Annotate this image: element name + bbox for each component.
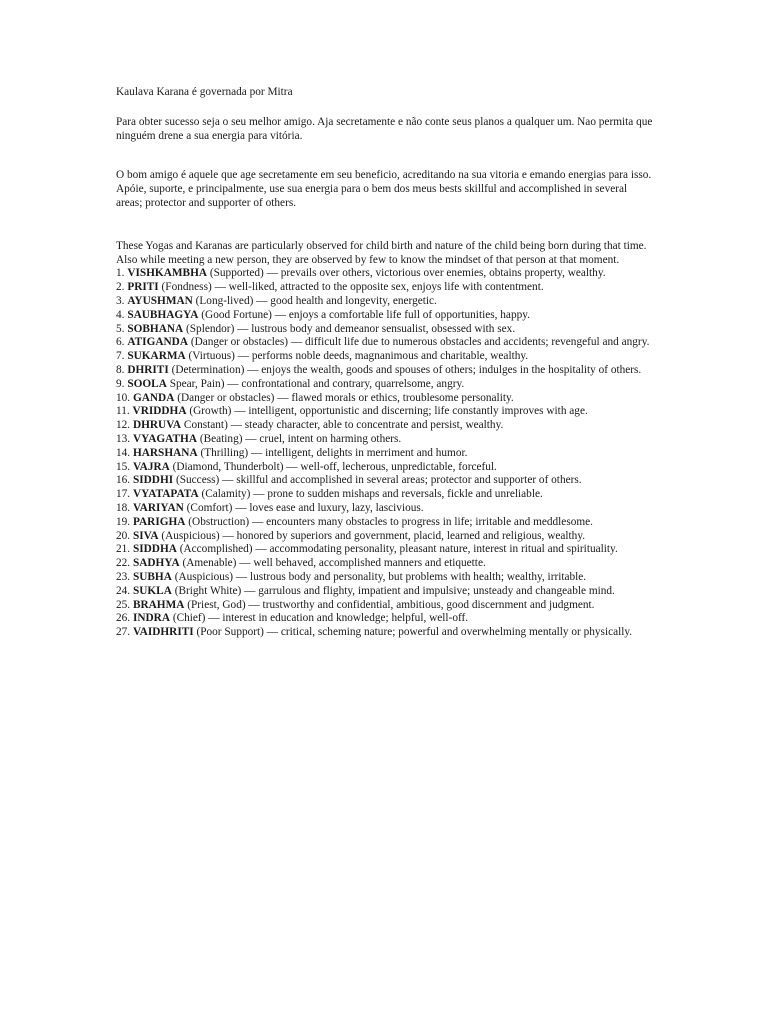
yoga-description: (Success) — skillful and accomplished in several areas; protector and supporter of others.: [175, 474, 582, 487]
yoga-description: Constant) — steady character, able to concentrate and persist, wealthy.: [183, 419, 504, 432]
yoga-name: SIDDHA: [132, 543, 177, 556]
yoga-description: (Splendor) — lustrous body and demeanor sensualist, obsessed with sex.: [186, 322, 516, 335]
yoga-name: ATIGANDA: [127, 336, 188, 349]
yoga-number: 6.: [116, 336, 125, 349]
yoga-item: [116, 571, 656, 585]
yoga-description: (Accomplished) — accommodating personality, pleasant nature, interest in ritual and spirituality.: [179, 543, 618, 556]
yoga-number: 7.: [116, 350, 125, 363]
yoga-item: [116, 516, 656, 530]
yoga-description: (Danger or obstacles) — flawed morals or ethics, troublesome personality.: [177, 391, 514, 404]
yoga-name: VISHKAMBHA: [127, 267, 208, 280]
yoga-name: SAUBHAGYA: [127, 308, 199, 321]
yoga-name: VYATAPATA: [132, 488, 199, 501]
yoga-item: [116, 433, 656, 447]
yoga-description: (Chief) — interest in education and knowledge; helpful, well-off.: [172, 612, 469, 625]
yoga-number: 22.: [116, 557, 131, 570]
yoga-name: SUKARMA: [127, 350, 186, 363]
yoga-name: VAJRA: [132, 460, 170, 473]
yoga-description: (Auspicious) — lustrous body and personality, but problems with health; wealthy, irritable.: [174, 570, 587, 583]
yoga-item: [116, 447, 656, 461]
yoga-description: (Amenable) — well behaved, accomplished manners and etiquette.: [182, 557, 486, 570]
yoga-name: SADHYA: [132, 557, 180, 570]
yoga-list: [116, 267, 656, 640]
yoga-item: [116, 267, 656, 281]
yoga-number: 2.: [116, 281, 125, 294]
yoga-item: [116, 309, 656, 323]
yoga-number: 8.: [116, 363, 125, 376]
yoga-name: DHRITI: [127, 363, 169, 376]
yoga-name: DHRUVA: [132, 419, 182, 432]
yoga-item: [116, 488, 656, 502]
yoga-name: SUBHA: [132, 570, 172, 583]
yoga-item: [116, 530, 656, 544]
yoga-name: SIDDHI: [132, 474, 174, 487]
yoga-number: 10.: [116, 391, 131, 404]
yoga-number: 18.: [116, 501, 131, 514]
yoga-name: VYAGATHA: [132, 432, 197, 445]
yoga-number: 14.: [116, 446, 131, 459]
yoga-name: SIVA: [132, 529, 159, 542]
yoga-name: SUKLA: [132, 584, 172, 597]
yoga-item: [116, 364, 656, 378]
yoga-number: 15.: [116, 460, 131, 473]
yoga-item: [116, 405, 656, 419]
yoga-number: 16.: [116, 474, 131, 487]
document-title: Kaulava Karana é governada por Mitra: [116, 86, 293, 98]
yoga-item: [116, 378, 656, 392]
yoga-name: SOBHANA: [127, 322, 184, 335]
yoga-name: HARSHANA: [132, 446, 198, 459]
yoga-item: [116, 461, 656, 475]
yoga-name: PRITI: [127, 281, 159, 294]
yoga-item: [116, 419, 656, 433]
yoga-item: [116, 585, 656, 599]
yoga-description: (Virtuous) — performs noble deeds, magnanimous and charitable, wealthy.: [188, 350, 529, 363]
yoga-description: (Poor Support) — critical, scheming nature; powerful and overwhelming mentally or physically.: [196, 626, 633, 639]
yoga-number: 24.: [116, 584, 131, 597]
yoga-description: (Diamond, Thunderbolt) — well-off, lecherous, unpredictable, forceful.: [172, 460, 497, 473]
yoga-description: (Bright White) — garrulous and flighty, impatient and impulsive; unsteady and changeable mind.: [174, 584, 615, 597]
yoga-number: 26.: [116, 612, 131, 625]
yoga-number: 25.: [116, 598, 131, 611]
yoga-description: (Good Fortune) — enjoys a comfortable life full of opportunities, happy.: [201, 308, 530, 321]
yoga-item: [116, 392, 656, 406]
yoga-item: [116, 557, 656, 571]
yoga-item: [116, 295, 656, 309]
yoga-name: INDRA: [132, 612, 170, 625]
yoga-name: GANDA: [132, 391, 175, 404]
yoga-number: 27.: [116, 626, 131, 639]
yoga-number: 5.: [116, 322, 125, 335]
yoga-number: 23.: [116, 570, 131, 583]
yoga-item: [116, 612, 656, 626]
yoga-item: [116, 350, 656, 364]
yoga-number: 21.: [116, 543, 131, 556]
yoga-description: (Priest, God) — trustworthy and confidential, ambitious, good discernment and judgment.: [187, 598, 595, 611]
yoga-description: (Obstruction) — encounters many obstacles to progress in life; irritable and meddlesome.: [188, 515, 593, 528]
yoga-description: (Beating) — cruel, intent on harming others.: [199, 432, 402, 445]
yoga-item: [116, 323, 656, 337]
yoga-number: 19.: [116, 515, 131, 528]
yoga-description: (Growth) — intelligent, opportunistic and discerning; life constantly improves with age.: [189, 405, 588, 418]
yoga-number: 13.: [116, 432, 131, 445]
yoga-item: [116, 626, 656, 640]
yoga-number: 1.: [116, 267, 125, 280]
yoga-item: [116, 474, 656, 488]
yoga-description: (Determination) — enjoys the wealth, goods and spouses of others; indulges in the hospitality of others.: [171, 363, 642, 376]
yoga-name: SOOLA: [127, 377, 167, 390]
yoga-item: [116, 543, 656, 557]
yoga-number: 3.: [116, 294, 125, 307]
intro-paragraph-meeting: Also while meeting a new person, they are observed by few to know the mindset of that person at that moment.: [116, 253, 620, 266]
yoga-number: 9.: [116, 377, 125, 390]
yoga-item: [116, 281, 656, 295]
yoga-name: BRAHMA: [132, 598, 185, 611]
yoga-number: 12.: [116, 419, 131, 432]
yoga-name: PARIGHA: [132, 515, 186, 528]
yoga-name: VARIYAN: [132, 501, 184, 514]
yoga-name: VAIDHRITI: [132, 626, 194, 639]
yoga-number: 17.: [116, 488, 131, 501]
yoga-description: (Fondness) — well-liked, attracted to the opposite sex, enjoys life with contentment.: [161, 281, 544, 294]
yoga-description: (Long-lived) — good health and longevity, energetic.: [195, 294, 437, 307]
paragraph-success: Para obter sucesso seja o seu melhor amigo. Aja secretamente e não conte seus planos a qualquer um. Nao permita que ninguém drene a sua energia para vitória.: [116, 115, 653, 142]
yoga-name: VRIDDHA: [132, 405, 187, 418]
yoga-description: (Thrilling) — intelligent, delights in merriment and humor.: [200, 446, 468, 459]
paragraph-good-friend: O bom amigo é aquele que age secretamente em seu beneficio, acreditando na sua vitoria e emando energias para isso. Apóie, suporte, e principalmente, use sua energia para o bem dos meus bests skillful and accomplished in several areas; protector and supporter of others.: [116, 169, 652, 209]
yoga-description: (Auspicious) — honored by superiors and government, placid, learned and religious, wealthy.: [161, 529, 586, 542]
yoga-description: Spear, Pain) — confrontational and contrary, quarrelsome, angry.: [169, 377, 465, 390]
yoga-item: [116, 599, 656, 613]
yoga-item: [116, 502, 656, 516]
yoga-number: 11.: [116, 405, 130, 418]
yoga-description: (Calamity) — prone to sudden mishaps and reversals, fickle and unreliable.: [201, 488, 543, 501]
yoga-description: (Comfort) — loves ease and luxury, lazy, lascivious.: [186, 501, 424, 514]
yoga-description: (Supported) — prevails over others, victorious over enemies, obtains property, wealthy.: [209, 267, 606, 280]
yoga-item: [116, 336, 656, 350]
yoga-description: (Danger or obstacles) — difficult life due to numerous obstacles and accidents; revengeful and angry.: [190, 336, 650, 349]
yoga-number: 4.: [116, 308, 125, 321]
yoga-number: 20.: [116, 529, 131, 542]
yoga-name: AYUSHMAN: [127, 294, 193, 307]
intro-paragraph: These Yogas and Karanas are particularly observed for child birth and nature of the child being born during that time.: [116, 239, 647, 252]
document-page: [116, 86, 656, 640]
